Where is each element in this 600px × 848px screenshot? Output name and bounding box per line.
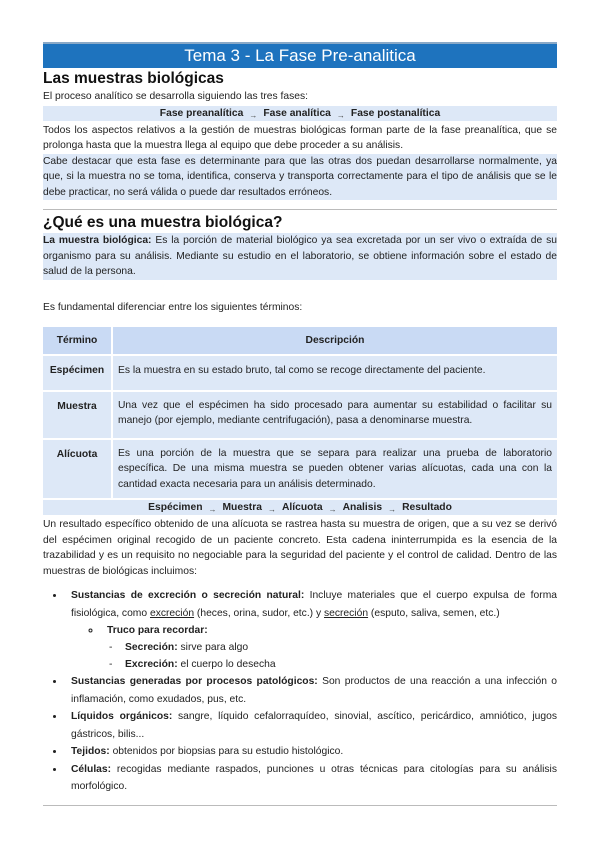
arrow-icon: → bbox=[267, 505, 276, 514]
item-text: el cuerpo lo desecha bbox=[177, 659, 276, 670]
traceability-paragraph: Un resultado específico obtenido de una alícuota se rastrea hasta su muestra de origen, que a su vez se derivó del espécimen original recogido de un paciente concreto. Esta cadena ininterrumpida es la esencia de la trazabilidad y es un requisito no negociable para la seguridad del paciente y el control de calidad. Dentro de las muestras de biológicas incluimos: bbox=[43, 519, 557, 577]
column-header-term: Término bbox=[43, 327, 111, 354]
item-text: sirve para algo bbox=[177, 642, 249, 653]
chain-analisis: Analisis bbox=[342, 502, 383, 513]
definition-paragraph bbox=[43, 233, 557, 280]
list-item bbox=[65, 587, 557, 673]
table-row bbox=[43, 356, 557, 390]
desc-cell: Una vez que el espécimen ha sido procesado para aumentar su estabilidad o facilitar su manejo (por ejemplo, mediante centrifugación), pasa a denominarse muestra. bbox=[113, 392, 557, 438]
chain-especimen: Espécimen bbox=[148, 502, 203, 513]
list-item bbox=[65, 708, 557, 743]
table-row bbox=[43, 440, 557, 499]
paragraph-determinante: Cabe destacar que esta fase es determinante para que las otras dos puedan desarrollarse normalmente, ya que, si la muestra no se toma, identifica, conserva y transporta correctamente para el tipo de análisis que se le debe practicar, no será válida o puede dar resultados erróneos. bbox=[43, 154, 557, 201]
item-label: Excreción: bbox=[125, 659, 178, 670]
list-item bbox=[65, 761, 557, 796]
terms-intro: Es fundamental diferenciar entre los siguientes términos: bbox=[43, 301, 303, 313]
chain-alicuota: Alícuota bbox=[281, 502, 323, 513]
item-text: Son productos de una reacción a una infección o inflamación, como exudados, pus, etc. bbox=[71, 676, 557, 705]
column-header-desc: Descripción bbox=[113, 327, 557, 354]
phase-preanalitica: Fase preanalítica bbox=[159, 107, 244, 119]
phase-postanalitica: Fase postanalítica bbox=[350, 107, 441, 119]
item-text: Incluye materiales que el cuerpo expulsa de forma fisiológica, como bbox=[71, 590, 557, 619]
item-text: (heces, orina, sudor, etc.) y bbox=[194, 607, 324, 619]
paragraph-gestion: Todos los aspectos relativos a la gestión de muestras biológicas forman parte de la fase preanalítica, que se prolonga hasta que la muestra llega al equipo que debe proceder a su análisis. bbox=[43, 124, 557, 151]
item-text: sangre, líquido cefalorraquídeo, sinovial, ascítico, pericárdico, amniótico, jugos gástricos, bilis... bbox=[71, 711, 557, 740]
sample-types-list bbox=[43, 587, 557, 796]
divider bbox=[43, 209, 557, 210]
definition-term: La muestra biológica: bbox=[43, 235, 152, 246]
bottom-divider bbox=[43, 805, 557, 806]
table-header-row bbox=[43, 327, 557, 354]
item-text: recogidas mediante raspados, punciones u otras técnicas para citologías para su análisis morfológico. bbox=[71, 763, 557, 792]
item-text: obtenidos por biopsias para su estudio histológico. bbox=[109, 746, 344, 757]
excrecion-word: excreción bbox=[149, 607, 195, 619]
item-label: Sustancias generadas por procesos patológicos: bbox=[71, 676, 318, 687]
term-cell: Espécimen bbox=[43, 356, 111, 390]
term-cell: Muestra bbox=[43, 392, 111, 438]
terms-table bbox=[41, 325, 559, 500]
chain-muestra: Muestra bbox=[222, 502, 262, 513]
chain-resultado: Resultado bbox=[402, 502, 452, 513]
list-item bbox=[65, 743, 557, 761]
arrow-icon: → bbox=[208, 505, 217, 514]
intro-text: El proceso analítico se desarrolla siguiendo las tres fases: bbox=[43, 91, 308, 102]
trick-sublist bbox=[107, 639, 557, 673]
document-page bbox=[43, 42, 557, 806]
section-heading-muestras: Las muestras biológicas bbox=[43, 70, 224, 87]
arrow-icon: → bbox=[336, 110, 345, 120]
page-title: Tema 3 - La Fase Pre-analitica bbox=[43, 42, 557, 68]
trick-label: Truco para recordar: bbox=[107, 625, 208, 636]
phase-analitica: Fase analítica bbox=[263, 107, 331, 119]
item-label: Tejidos: bbox=[71, 746, 110, 757]
desc-cell: Es una porción de la muestra que se separa para realizar una prueba de laboratorio específica. De una misma muestra se pueden obtener varias alícuotas, cada una con la cantidad exacta necesaria para un análisis determinado. bbox=[113, 440, 557, 499]
arrow-icon: → bbox=[249, 110, 258, 120]
secrecion-word: secreción bbox=[323, 607, 369, 619]
arrow-icon: → bbox=[388, 505, 397, 514]
phases-bar bbox=[43, 106, 557, 121]
item-label: Sustancias de excreción o secreción natural: bbox=[71, 590, 305, 601]
list-item bbox=[125, 656, 557, 673]
section-heading-que-es: ¿Qué es una muestra biológica? bbox=[43, 214, 283, 231]
traceability-chain bbox=[43, 500, 557, 515]
arrow-icon: → bbox=[328, 505, 337, 514]
item-label: Líquidos orgánicos: bbox=[71, 711, 173, 722]
trick-list bbox=[71, 622, 557, 673]
definition-text: Es la porción de material biológico ya sea excretada por un ser vivo o extraída de su organismo para su análisis. Mediante su estudio en el laboratorio, se obtiene información sobre el estado de salud de la persona. bbox=[43, 235, 557, 277]
item-label: Células: bbox=[71, 763, 112, 775]
table-row bbox=[43, 392, 557, 438]
list-item bbox=[125, 639, 557, 656]
item-text: (esputo, saliva, semen, etc.) bbox=[368, 607, 500, 619]
item-label: Secreción: bbox=[125, 642, 178, 653]
list-item bbox=[101, 622, 557, 673]
desc-cell: Es la muestra en su estado bruto, tal como se recoge directamente del paciente. bbox=[113, 356, 557, 390]
list-item bbox=[65, 673, 557, 708]
term-cell: Alícuota bbox=[43, 440, 111, 499]
